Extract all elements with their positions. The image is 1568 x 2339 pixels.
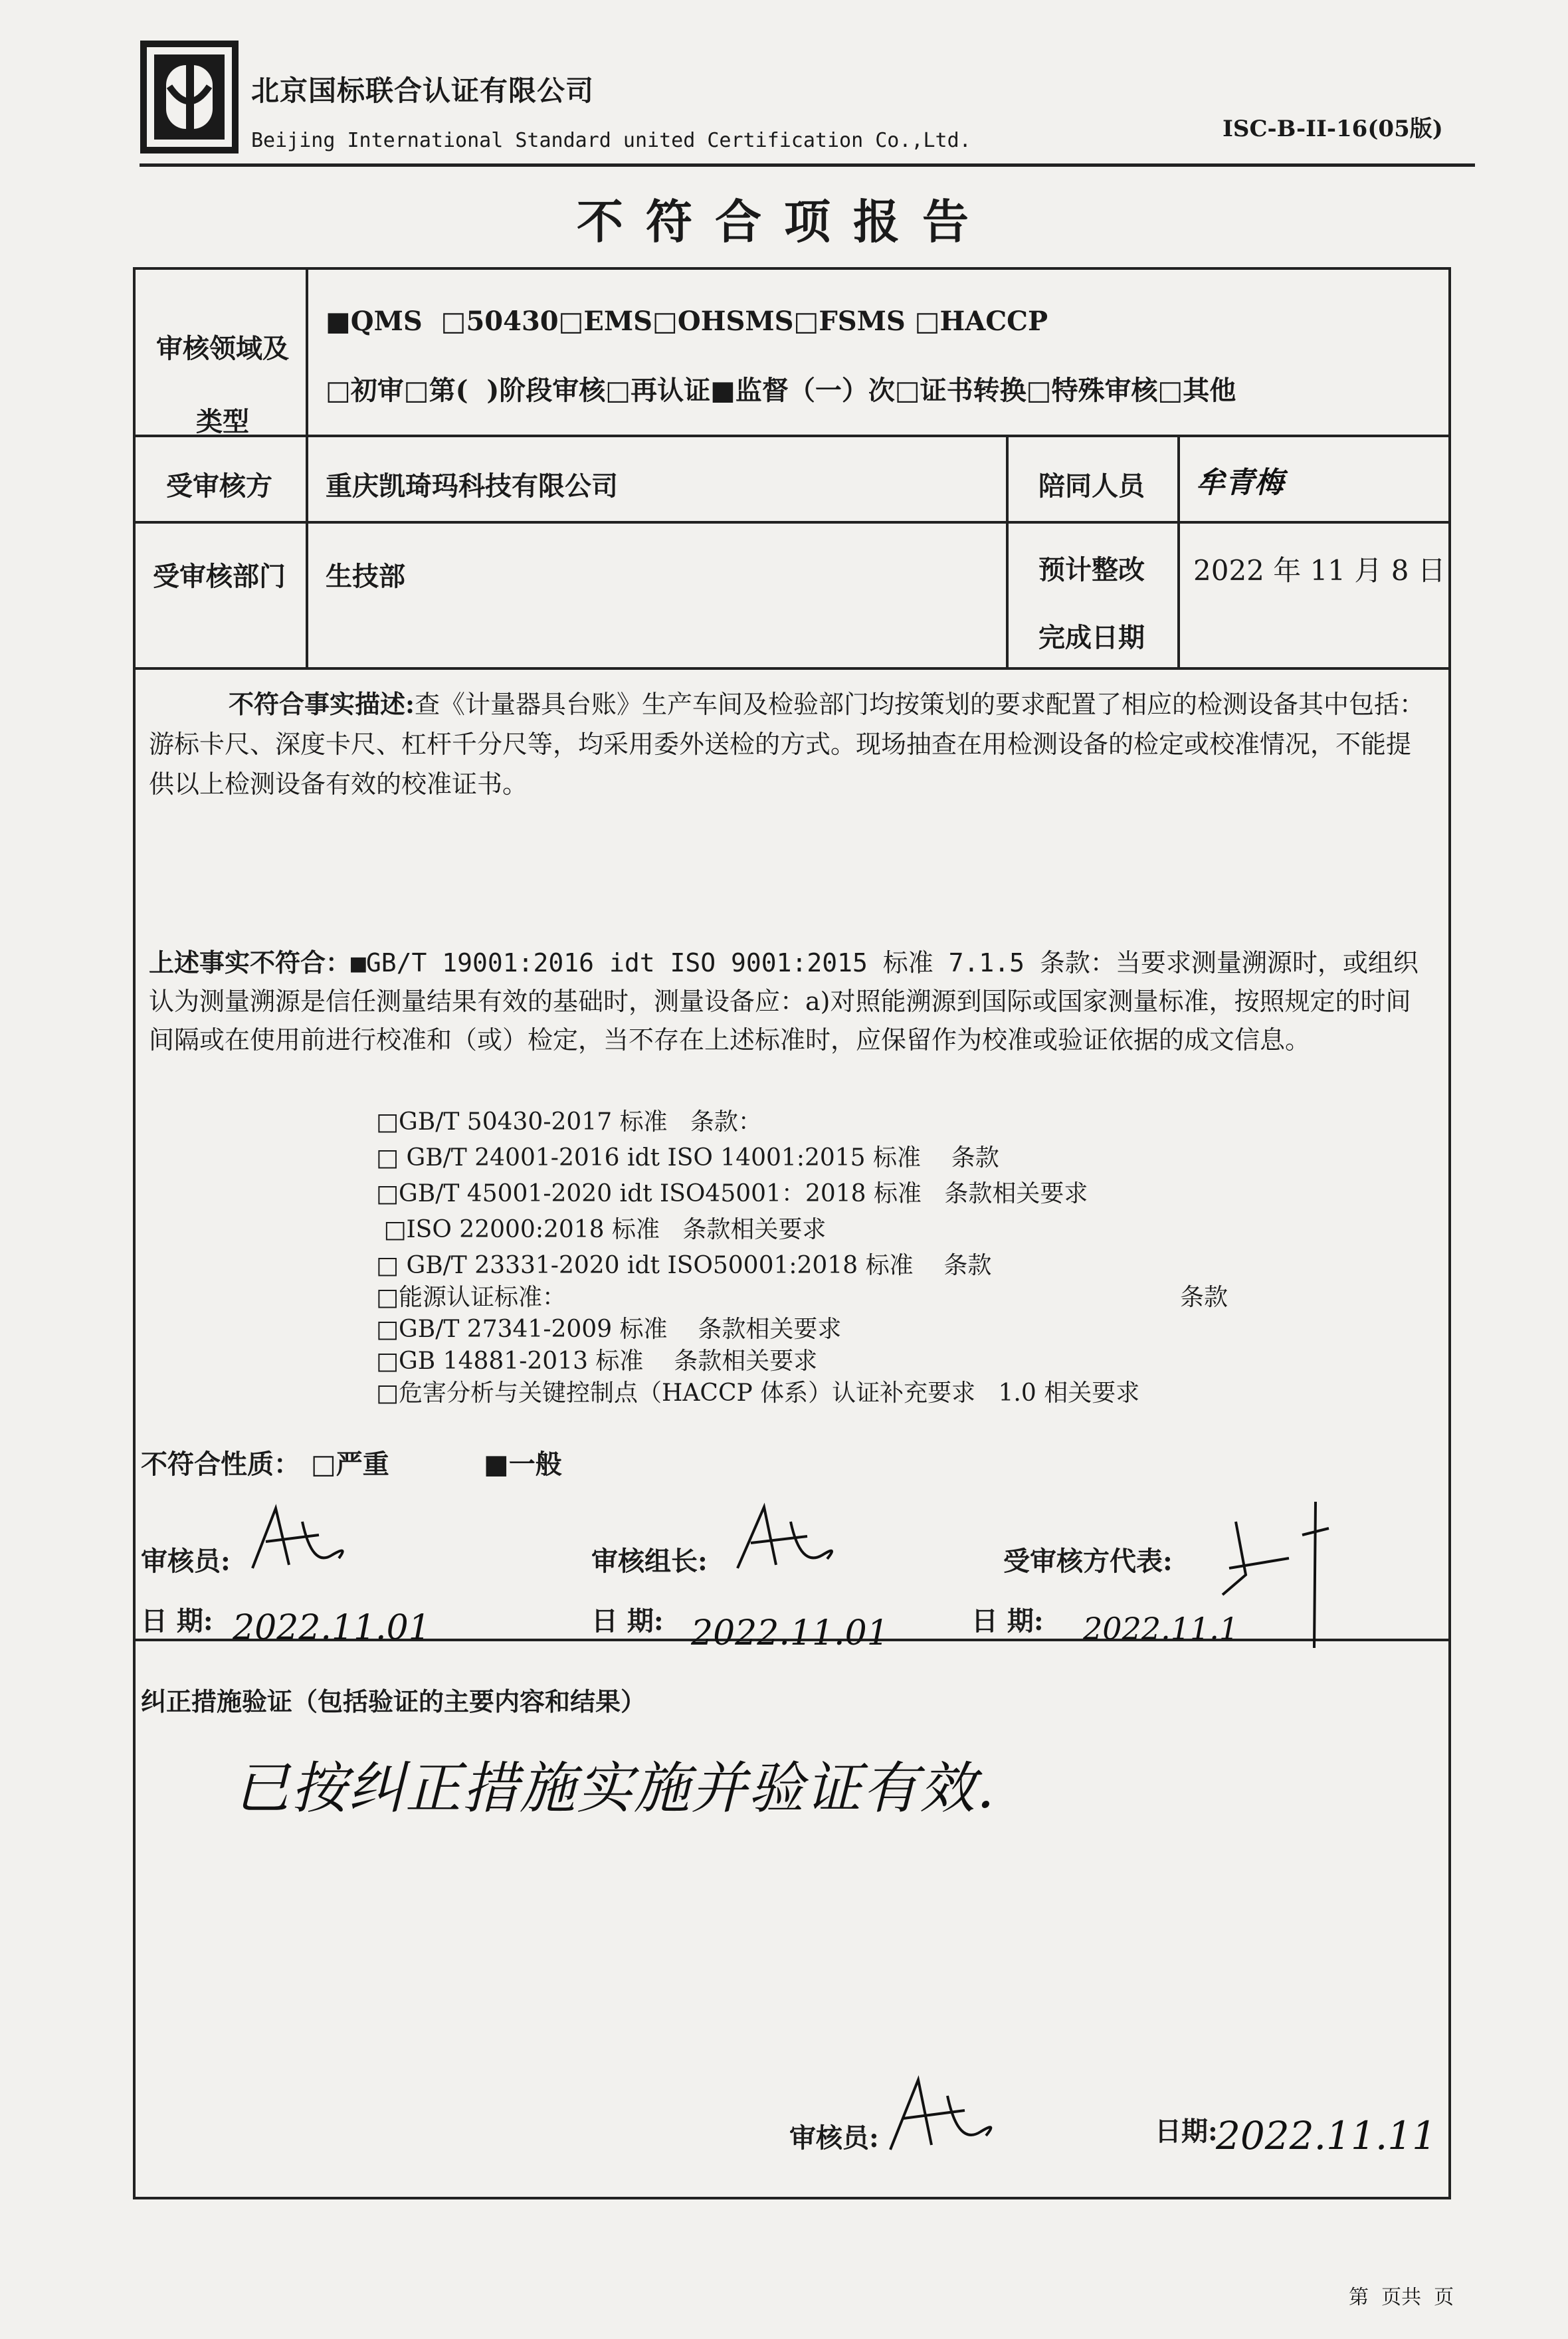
deadline-label-2: 完成日期 bbox=[1038, 622, 1145, 653]
auditee-value: 重庆凯琦玛科技有限公司 bbox=[326, 470, 618, 502]
page-counter: 第 页共 页 bbox=[1349, 2286, 1454, 2309]
facts-paragraph bbox=[149, 684, 1435, 804]
date-label-auditor: 日 期: bbox=[141, 1605, 213, 1637]
facts-label: 不符合事实描述: bbox=[229, 689, 415, 719]
scope-line-1: ■QMS □50430□EMS□OHSMS□FSMS □HACCP bbox=[326, 306, 1048, 337]
company-logo bbox=[140, 40, 239, 156]
document-title: 不符合项报告 bbox=[577, 194, 991, 249]
auditor-label: 审核员: bbox=[141, 1546, 231, 1577]
standard-item: □能源认证标准： bbox=[376, 1284, 567, 1311]
date-label-leader: 日 期: bbox=[591, 1605, 664, 1637]
standard-item: □ISO 22000:2018 标准 条款相关要求 bbox=[376, 1216, 827, 1243]
representative-label: 受审核方代表: bbox=[1003, 1546, 1173, 1577]
auditor-signature bbox=[239, 1495, 359, 1584]
verify-date-value: 2022.11.11 bbox=[1216, 2113, 1437, 2158]
header-rule bbox=[140, 163, 1475, 167]
column-divider bbox=[1177, 435, 1180, 667]
scope-line-2: □初审□第( )阶段审核□再认证■监督（一）次□证书转换□特殊审核□其他 bbox=[326, 375, 1236, 406]
leader-label: 审核组长: bbox=[591, 1546, 708, 1577]
nonconform-paragraph bbox=[149, 944, 1435, 1059]
row-divider bbox=[133, 521, 1451, 524]
department-label: 受审核部门 bbox=[153, 561, 286, 592]
date-label-rep: 日 期: bbox=[971, 1605, 1044, 1637]
nonconform-label: 上述事实不符合： bbox=[149, 948, 351, 977]
standard-item: □GB/T 45001-2020 idt ISO45001：2018 标准 条款相关要求 bbox=[376, 1180, 1088, 1207]
standard-item: □GB/T 50430-2017 标准 条款： bbox=[376, 1108, 762, 1136]
facts-text: 查《计量器具台账》生产车间及检验部门均按策划的要求配置了相应的检测设备其中包括：游标卡尺、深度卡尺、杠杆千分尺等，均采用委外送检的方式。现场抽查在用检测设备的检定或校准情况，不能提供以上检测设备有效的校准证书。 bbox=[149, 690, 1425, 799]
column-divider bbox=[306, 267, 308, 667]
verify-label: 纠正措施验证（包括验证的主要内容和结果） bbox=[141, 1686, 646, 1716]
accompany-value: 牟青梅 bbox=[1196, 466, 1284, 500]
verify-auditor-label: 审核员: bbox=[789, 2122, 879, 2154]
verify-date-label: 日期: bbox=[1155, 2116, 1218, 2147]
deadline-value: 2022 年 11 月 8 日 bbox=[1193, 554, 1446, 587]
energy-clause: 条款 bbox=[1180, 1284, 1228, 1311]
nature-label: 不符合性质： bbox=[141, 1449, 300, 1480]
deadline-label-1: 预计整改 bbox=[1038, 554, 1145, 585]
row-divider bbox=[133, 667, 1451, 670]
date-rep: 2022.11.1 bbox=[1083, 1611, 1239, 1647]
main-clause: ■GB/T 19001:2016 idt ISO 9001:2015 标准 7.1.5 条款： bbox=[351, 948, 1116, 977]
standard-item: □GB/T 27341-2009 标准 条款相关要求 bbox=[376, 1316, 842, 1343]
standard-item: □ GB/T 24001-2016 idt ISO 14001:2015 标准 条款 bbox=[376, 1144, 999, 1171]
main-clause-text: 当要求测量溯源时，或组织认为测量溯源是信任测量结果有效的基础时，测量设备应：a)对照能溯源到国际或国家测量标准，按照规定的时间间隔或在使用前进行校准和（或）检定，当不存在上述标准时，应保留作为校准或验证依据的成文信息。 bbox=[149, 948, 1419, 1055]
document-code: ISC-B-II-16(05版) bbox=[1223, 116, 1443, 142]
verify-auditor-signature bbox=[877, 2067, 1010, 2162]
company-name-cn: 北京国标联合认证有限公司 bbox=[251, 74, 595, 107]
accompany-label: 陪同人员 bbox=[1038, 470, 1145, 502]
verify-handwritten: 已按纠正措施实施并验证有效. bbox=[234, 1756, 996, 1821]
auditee-label: 受审核方 bbox=[166, 470, 272, 502]
department-value: 生技部 bbox=[326, 561, 405, 592]
company-name-en: Beijing International Standard united Certification Co.,Ltd. bbox=[251, 129, 971, 152]
date-leader: 2022.11.01 bbox=[691, 1613, 889, 1653]
audit-scope-label: 审核领域及类型 bbox=[156, 333, 289, 437]
row-divider bbox=[133, 435, 1451, 437]
standard-item: □ GB/T 23331-2020 idt ISO50001:2018 标准 条款 bbox=[376, 1252, 992, 1279]
leader-signature bbox=[724, 1495, 850, 1584]
nature-general: ■一般 bbox=[484, 1449, 562, 1480]
standard-item: □GB 14881-2013 标准 条款相关要求 bbox=[376, 1348, 818, 1375]
standard-item: □危害分析与关键控制点（HACCP 体系）认证补充要求 1.0 相关要求 bbox=[376, 1379, 1140, 1407]
date-auditor: 2022.11.01 bbox=[233, 1608, 431, 1648]
nature-serious: □严重 bbox=[311, 1449, 389, 1480]
